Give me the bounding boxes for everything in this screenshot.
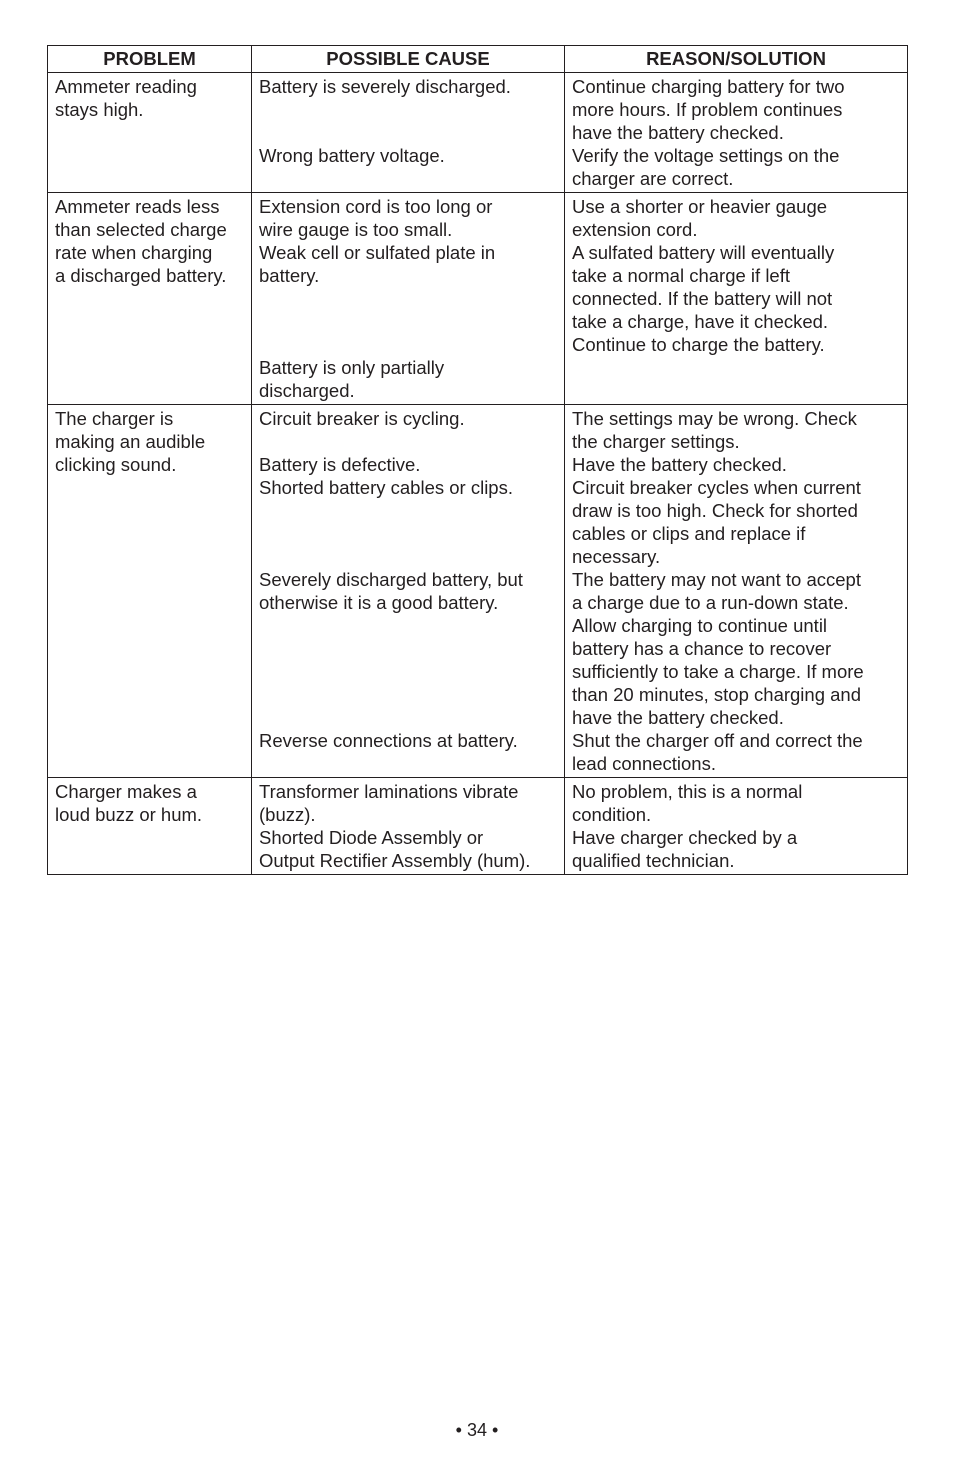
cause-text: Wrong battery voltage. [259, 145, 445, 166]
cause-text: Transformer laminations vibrate (buzz). [259, 781, 519, 825]
troubleshooting-table [47, 45, 908, 875]
problem-text: Charger makes a loud buzz or hum. [55, 781, 203, 825]
table-row [48, 778, 908, 875]
cause-text: Severely discharged battery, but otherwise it is a good battery. [259, 569, 523, 613]
problem-text: The charger is making an audible clicking sound. [55, 408, 206, 475]
cause-text: Extension cord is too long or wire gauge is too small. [259, 196, 493, 240]
table-row [48, 193, 908, 405]
solution-cell [565, 193, 908, 405]
solution-cell [565, 778, 908, 875]
table-row [48, 73, 908, 193]
header-problem: PROBLEM [48, 46, 252, 73]
cause-text: Circuit breaker is cycling. [259, 408, 465, 429]
solution-text: Continue to charge the battery. [572, 334, 825, 355]
cause-text: Shorted battery cables or clips. [259, 477, 513, 498]
solution-text: No problem, this is a normal condition. [572, 781, 803, 825]
page-number: • 34 • [455, 1420, 499, 1440]
solution-text: Have charger checked by a qualified technician. [572, 827, 798, 871]
solution-cell [565, 405, 908, 778]
cause-cell [252, 405, 565, 778]
cause-text: Battery is severely discharged. [259, 76, 511, 97]
solution-text: Shut the charger off and correct the lead connections. [572, 730, 863, 774]
solution-text: The settings may be wrong. Check the charger settings. [572, 408, 857, 452]
solution-text: Continue charging battery for two more hours. If problem continues have the battery checked. [572, 76, 845, 143]
problem-cell [48, 193, 252, 405]
solution-text: Circuit breaker cycles when current draw is too high. Check for shorted cables or clips and replace if necessary. [572, 477, 861, 567]
solution-text: The battery may not want to accept a charge due to a run-down state. Allow charging to continue until battery has a chance to recover sufficiently to take a charge. If more than 20 minutes, stop charging and have the battery checked. [572, 569, 864, 728]
solution-text: Use a shorter or heavier gauge extension cord. [572, 196, 828, 240]
cause-cell [252, 193, 565, 405]
solution-text: A sulfated battery will eventually take a normal charge if left connected. If the battery will not take a charge, have it checked. [572, 242, 835, 332]
cause-text: Shorted Diode Assembly or Output Rectifier Assembly (hum). [259, 827, 531, 871]
header-possible-cause: POSSIBLE CAUSE [252, 46, 565, 73]
cause-text: Battery is defective. [259, 454, 421, 475]
problem-cell [48, 778, 252, 875]
cause-cell [252, 778, 565, 875]
cause-text: Reverse connections at battery. [259, 730, 518, 751]
solution-cell [565, 73, 908, 193]
header-reason-solution: REASON/SOLUTION [565, 46, 908, 73]
problem-text: Ammeter reads less than selected charge rate when charging a discharged battery. [55, 196, 227, 286]
problem-cell [48, 73, 252, 193]
problem-cell [48, 405, 252, 778]
table-row [48, 405, 908, 778]
cause-text: Battery is only partially discharged. [259, 357, 445, 401]
table-header-row [48, 46, 908, 73]
cause-cell [252, 73, 565, 193]
solution-text: Verify the voltage settings on the charger are correct. [572, 145, 840, 189]
problem-text: Ammeter reading stays high. [55, 76, 197, 120]
solution-text: Have the battery checked. [572, 454, 787, 475]
cause-text: Weak cell or sulfated plate in battery. [259, 242, 496, 286]
